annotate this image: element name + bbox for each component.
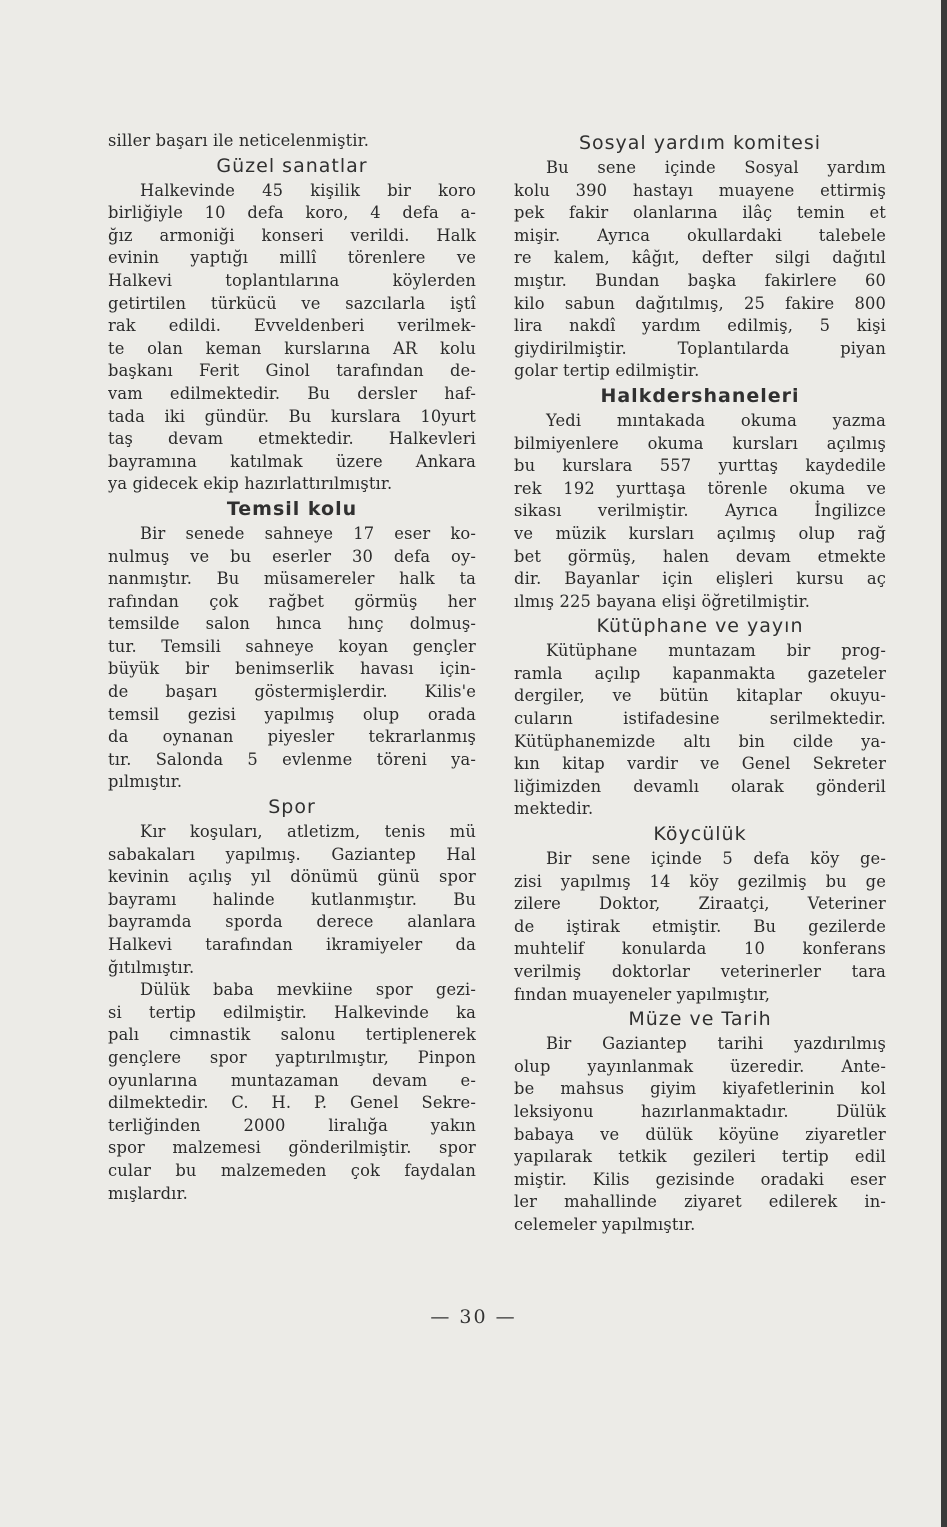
left-text-line: gençlere spor yaptırılmıştır, Pinpon [108,1047,476,1067]
right-text-line: cuların istifadesine serilmektedir. [514,709,886,729]
left-text-line: bayramda sporda derece alanlara [108,912,476,932]
right-column [514,130,886,1237]
left-text-line: tada iki gündür. Bu kurslara 10yurt [108,406,476,426]
left-text-line: mışlardır. [108,1183,188,1203]
left-text-line: Halkevi toplantılarına köylerden [108,270,476,290]
left-text-line: te olan keman kurslarına AR kolu [108,338,476,358]
left-text-line: temsilde salon hınca hınç dolmuş- [108,614,476,634]
left-text-line: rak edildi. Evveldenberi verilmek- [108,316,476,336]
right-text-line: fından muayeneler yapılmıştır, [514,984,771,1004]
right-text-line: mişir. Ayrıca okullardaki talebele [514,225,886,245]
left-text-line: bayramı halinde kutlanmıştır. Bu [108,889,476,909]
left-text-line: büyük bir benimserlik havası için- [108,659,476,679]
left-text-line: nulmuş ve bu eserler 30 defa oy- [108,546,476,566]
left-text-line: ğıtılmıştır. [108,957,195,977]
right-text-line: liğimizden devamlı olarak gönderil [514,776,886,796]
right-text-line: celemeler yapılmıştır. [514,1214,696,1234]
right-text-line: babaya ve dülük köyüne ziyaretler [514,1124,886,1144]
left-text-line: de başarı göstermişlerdir. Kilis'e [108,682,476,702]
left-text-line: dilmektedir. C. H. P. Genel Sekre- [108,1093,476,1113]
left-text-line: Halkevinde 45 kişilik bir koro [140,180,476,200]
left-text-line: Dülük baba mevkiine spor gezi- [140,980,476,1000]
left-column [108,130,476,1205]
left-text-line: palı cimnastik salonu tertiplenerek [108,1025,476,1045]
right-text-line: mıştır. Bundan başka fakirlere 60 [514,270,886,290]
right-text-line: kın kitap vardir ve Genel Sekreter [514,754,886,774]
right-text-line: ve müzik kursları açılmış olup rağ [514,523,886,543]
left-text-line: pılmıştır. [108,772,183,792]
left-text-line: ya gidecek ekip hazırlattırılmıştır. [108,474,393,494]
left-text-line: terliğinden 2000 liralığa yakın [108,1115,476,1135]
right-text-line: Kütüphane muntazam bir prog- [546,641,886,661]
right-text-line: Kütüphanemizde altı bin cilde ya- [514,731,886,751]
right-section-heading: Köycülük [653,823,747,846]
left-text-line: Bir senede sahneye 17 eser ko- [140,523,476,543]
right-text-line: ler mahallinde ziyaret edilerek in- [514,1192,886,1212]
left-text-line: ğız armoniği konseri verildi. Halk [108,225,476,245]
right-section-heading: Halkdershaneleri [600,384,800,407]
right-text-line: Bir sene içinde 5 defa köy ge- [546,849,886,869]
right-text-line: bilmiyenlere okuma kursları açılmış [514,433,886,453]
left-text-line: taş devam etmektedir. Halkevleri [108,429,476,449]
left-text-line: siller başarı ile neticelenmiştir. [108,131,370,150]
left-text-line: rafından çok rağbet görmüş her [108,591,476,611]
right-text-line: olup yayınlanmak üzeredir. Ante- [514,1056,886,1076]
left-text-line: bayramına katılmak üzere Ankara [108,451,476,471]
right-text-line: de iştirak etmiştir. Bu gezilerde [514,916,886,936]
right-text-line: Yedi mıntakada okuma yazma [546,410,886,430]
left-text-line: evinin yaptığı millî törenlere ve [108,248,476,268]
left-text-line: temsil gezisi yapılmış olup orada [108,704,476,724]
left-text-line: nanmıştır. Bu müsamereler halk ta [108,569,476,589]
right-text-line: zisi yapılmış 14 köy gezilmiş bu ge [514,871,886,891]
left-text-line: cular bu malzemeden çok faydalan [108,1160,476,1180]
left-text-line: sabakaları yapılmış. Gaziantep Hal [108,844,476,864]
left-text-line: Halkevi tarafından ikramiyeler da [108,935,476,954]
right-text-line: yapılarak tetkik gezileri tertip edil [514,1147,886,1167]
right-text-line: Bir Gaziantep tarihi yazdırılmış [546,1034,886,1054]
right-text-line: dergiler, ve bütün kitaplar okuyu- [514,686,886,706]
left-section-heading: Temsil kolu [226,497,358,520]
right-text-line: Bu sene içinde Sosyal yardım [546,158,886,177]
left-text-line: birliğiyle 10 defa koro, 4 defa a- [108,203,476,223]
right-text-line: rek 192 yurttaşa törenle okuma ve [514,478,886,498]
right-text-line: kolu 390 hastayı muayene ettirmiş [514,180,886,200]
right-text-line: zilere Doktor, Ziraatçi, Veteriner [514,894,886,914]
right-section-heading: Kütüphane ve yayın [596,615,804,638]
right-text-line: miştir. Kilis gezisinde oradaki eser [514,1169,886,1189]
left-text-line: Kır koşuları, atletizm, tenis mü [140,822,476,842]
right-text-line: leksiyonu hazırlanmaktadır. Dülük [514,1101,886,1121]
right-text-line: ılmış 225 bayana elişi öğretilmiştir. [514,591,811,611]
right-section-heading: Sosyal yardım komitesi [578,132,822,154]
left-text-line: oyunlarına muntazaman devam e- [108,1070,476,1090]
left-section-heading: Güzel sanatlar [216,154,368,177]
left-text-line: spor malzemesi gönderilmiştir. spor [108,1138,476,1158]
right-text-line: giydirilmiştir. Toplantılarda piyan [514,338,886,358]
right-text-line: muhtelif konularda 10 konferans [514,939,886,959]
right-text-line: sikası verilmiştir. Ayrıca İngilizce [514,501,886,521]
left-text-line: getirtilen türkücü ve sazcılarla iştî [108,293,476,313]
right-text-line: mektedir. [514,799,594,819]
page-number: — 30 — [430,1306,517,1328]
right-text-line: dir. Bayanlar için elişleri kursu aç [514,569,886,589]
left-text-line: vam edilmektedir. Bu dersler haf- [108,383,476,403]
left-text-line: kevinin açılış yıl dönümü günü spor [108,867,476,887]
right-text-line: be mahsus giyim kiyafetlerinin kol [514,1079,886,1099]
left-text-line: başkanı Ferit Ginol tarafından de- [108,361,476,381]
left-text-line: tır. Salonda 5 evlenme töreni ya- [108,749,476,769]
right-text-line: ramla açılıp kapanmakta gazeteler [514,663,886,683]
left-text-line: da oynanan piyesler tekrarlanmış [108,727,476,747]
left-section-heading: Spor [268,796,316,819]
right-text-line: bet görmüş, halen devam etmekte [514,546,886,566]
page-edge [941,0,947,1527]
right-section-heading: Müze ve Tarih [628,1008,772,1031]
right-text-line: verilmiş doktorlar veterinerler tara [514,962,886,981]
right-text-line: re kalem, kâğıt, defter silgi dağıtıl [514,248,886,268]
right-text-line: kilo sabun dağıtılmış, 25 fakire 800 [514,293,886,313]
left-text-line: tur. Temsili sahneye koyan gençler [108,636,476,656]
left-text-line: si tertip edilmiştir. Halkevinde ka [108,1002,476,1022]
right-text-line: bu kurslara 557 yurttaş kaydedile [514,456,886,476]
right-text-line: golar tertip edilmiştir. [514,361,700,381]
right-text-line: lira nakdî yardım edilmiş, 5 kişi [514,316,886,336]
right-text-line: pek fakir olanlarına ilâç temin et [514,203,886,223]
